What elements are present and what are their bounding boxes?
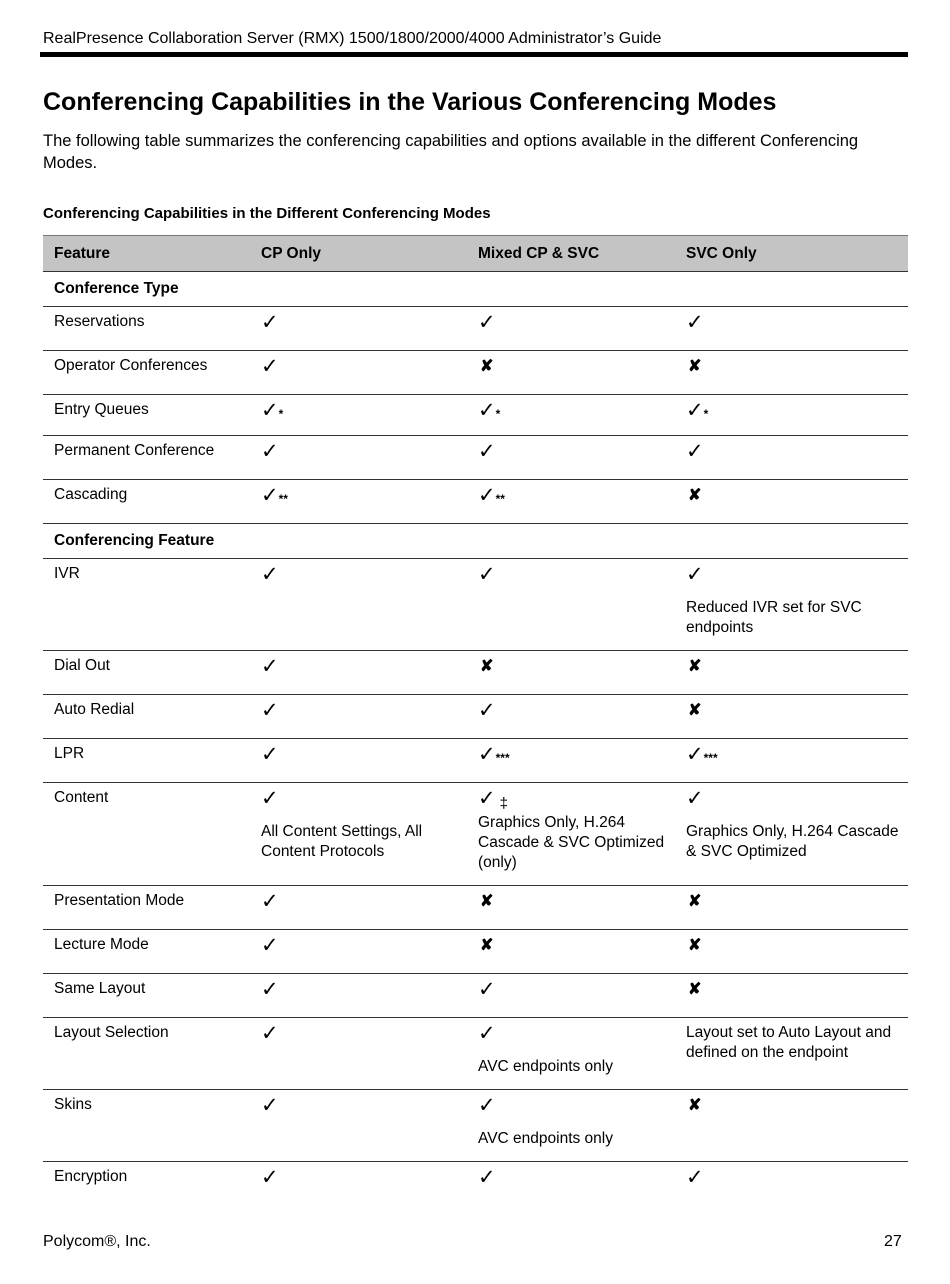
feature-name: Content xyxy=(43,783,250,886)
check-icon: ✓ xyxy=(478,1166,496,1189)
cross-icon: ✘ xyxy=(688,702,702,719)
cell-note: Reduced IVR set for SVC endpoints xyxy=(686,599,862,636)
svc-cell xyxy=(675,974,908,1018)
table-row xyxy=(43,695,908,739)
check-icon: ✓ xyxy=(261,890,279,913)
svc-cell: Layout set to Auto Layout and defined on the endpoint xyxy=(675,1018,908,1090)
cp-cell xyxy=(250,974,467,1018)
mixed-cell xyxy=(467,436,675,480)
cp-cell xyxy=(250,480,467,524)
footnote-mark: * xyxy=(703,407,709,421)
check-icon: ✓ xyxy=(478,311,496,334)
column-header: CP Only xyxy=(250,236,467,272)
mixed-cell xyxy=(467,651,675,695)
table-row xyxy=(43,307,908,351)
table-row xyxy=(43,974,908,1018)
cp-cell xyxy=(250,307,467,351)
check-icon: ✓ xyxy=(261,563,279,586)
cross-icon: ✘ xyxy=(688,893,702,910)
check-icon: ✓ xyxy=(686,440,704,463)
svc-cell xyxy=(675,739,908,783)
table-row xyxy=(43,651,908,695)
check-icon: ✓ xyxy=(261,934,279,957)
check-icon: ✓ xyxy=(478,699,496,722)
feature-name: Lecture Mode xyxy=(43,930,250,974)
table-row xyxy=(43,783,908,886)
cp-cell xyxy=(250,1162,467,1220)
check-icon: ✓ xyxy=(478,1094,496,1117)
check-icon: ✓ xyxy=(261,311,279,334)
cross-icon: ✘ xyxy=(688,658,702,675)
feature-name: Same Layout xyxy=(43,974,250,1018)
feature-name: Permanent Conference xyxy=(43,436,250,480)
svc-cell xyxy=(675,480,908,524)
mixed-cell xyxy=(467,974,675,1018)
footnote-mark: *** xyxy=(703,751,718,765)
check-icon: ✓ xyxy=(261,484,279,507)
header-rule xyxy=(40,52,908,57)
svc-cell xyxy=(675,1162,908,1220)
group-row xyxy=(43,272,908,307)
cp-cell xyxy=(250,1018,467,1090)
feature-name: Dial Out xyxy=(43,651,250,695)
footnote-mark: * xyxy=(278,407,284,421)
cell-note: All Content Settings, All Content Protocols xyxy=(261,823,423,860)
footnote-mark: ** xyxy=(278,492,288,506)
check-icon: ✓ xyxy=(261,655,279,678)
mixed-cell xyxy=(467,1090,675,1162)
check-icon: ✓ xyxy=(261,743,279,766)
feature-name: Operator Conferences xyxy=(43,351,250,395)
table-row xyxy=(43,739,908,783)
footer-company: Polycom®, Inc. xyxy=(43,1233,151,1250)
cp-cell xyxy=(250,930,467,974)
feature-name: Entry Queues xyxy=(43,395,250,436)
cp-cell xyxy=(250,651,467,695)
feature-name: Skins xyxy=(43,1090,250,1162)
cp-cell xyxy=(250,559,467,651)
check-icon: ✓ xyxy=(261,399,279,422)
mixed-cell xyxy=(467,783,675,886)
cross-icon: ✘ xyxy=(688,358,702,375)
footnote-mark: * xyxy=(495,407,501,421)
check-icon: ✓ xyxy=(261,787,279,810)
svc-cell xyxy=(675,559,908,651)
svc-cell xyxy=(675,695,908,739)
group-label: Conference Type xyxy=(43,272,908,307)
check-icon: ✓ xyxy=(261,699,279,722)
cross-icon: ✘ xyxy=(480,937,494,954)
footer-page-number: 27 xyxy=(884,1233,902,1250)
check-icon: ✓ xyxy=(686,399,704,422)
mixed-cell xyxy=(467,739,675,783)
cell-note: AVC endpoints only xyxy=(478,1058,613,1075)
feature-name: Layout Selection xyxy=(43,1018,250,1090)
table-row xyxy=(43,1018,908,1090)
check-icon: ✓ xyxy=(478,787,496,810)
table-row xyxy=(43,1162,908,1220)
check-icon: ✓ xyxy=(261,978,279,1001)
cp-cell xyxy=(250,1090,467,1162)
svc-cell xyxy=(675,351,908,395)
check-icon: ✓ xyxy=(686,743,704,766)
svc-cell xyxy=(675,930,908,974)
mixed-cell xyxy=(467,395,675,436)
check-icon: ✓ xyxy=(261,440,279,463)
mixed-cell xyxy=(467,559,675,651)
feature-name: IVR xyxy=(43,559,250,651)
cross-icon: ✘ xyxy=(480,358,494,375)
feature-name: Encryption xyxy=(54,1168,128,1185)
column-header: Mixed CP & SVC xyxy=(467,236,675,272)
check-icon: ✓ xyxy=(478,743,496,766)
feature-name: Auto Redial xyxy=(43,695,250,739)
svc-cell xyxy=(675,395,908,436)
cross-icon: ✘ xyxy=(480,658,494,675)
footnote-mark: *** xyxy=(495,751,510,765)
check-icon: ✓ xyxy=(261,1166,279,1189)
mixed-cell xyxy=(467,1162,675,1220)
cross-icon: ✘ xyxy=(688,1097,702,1114)
table-caption: Conferencing Capabilities in the Different Conferencing Modes xyxy=(43,205,491,222)
mixed-cell xyxy=(467,307,675,351)
check-icon: ✓ xyxy=(686,1166,704,1189)
cp-cell xyxy=(250,739,467,783)
svc-cell xyxy=(675,886,908,930)
running-header: RealPresence Collaboration Server (RMX) 1500/1800/2000/4000 Administrator’s Guide xyxy=(43,30,662,47)
check-icon: ✓ xyxy=(478,440,496,463)
mixed-cell xyxy=(467,886,675,930)
feature-name: Cascading xyxy=(43,480,250,524)
feature-name: Presentation Mode xyxy=(43,886,250,930)
svc-cell xyxy=(675,307,908,351)
group-row xyxy=(43,524,908,559)
column-header: Feature xyxy=(43,236,250,272)
table-header-row xyxy=(43,236,908,272)
footnote-mark: ** xyxy=(495,492,505,506)
group-label: Conferencing Feature xyxy=(43,524,908,559)
check-icon: ✓ xyxy=(478,399,496,422)
table-row xyxy=(43,930,908,974)
cp-cell xyxy=(250,351,467,395)
check-icon: ✓ xyxy=(261,1094,279,1117)
cell-note: Graphics Only, H.264 Cascade & SVC Optimized xyxy=(686,823,899,860)
section-title: Conferencing Capabilities in the Various Conferencing Modes xyxy=(43,88,777,116)
table-row xyxy=(43,351,908,395)
table-row xyxy=(43,395,908,436)
check-icon: ✓ xyxy=(478,484,496,507)
svc-cell xyxy=(675,436,908,480)
table-row xyxy=(43,480,908,524)
footnote-mark: ‡ xyxy=(499,795,508,812)
mixed-cell xyxy=(467,351,675,395)
table-row xyxy=(43,1090,908,1162)
svc-cell xyxy=(675,783,908,886)
mixed-cell xyxy=(467,1018,675,1090)
check-icon: ✓ xyxy=(478,563,496,586)
cp-cell xyxy=(250,886,467,930)
feature-name: LPR xyxy=(43,739,250,783)
capabilities-table xyxy=(43,235,908,1219)
table-row xyxy=(43,886,908,930)
mixed-cell xyxy=(467,930,675,974)
svc-cell xyxy=(675,1090,908,1162)
intro-paragraph: The following table summarizes the conferencing capabilities and options available in the different Conferencing Modes. xyxy=(43,132,859,172)
check-icon: ✓ xyxy=(686,787,704,810)
cross-icon: ✘ xyxy=(688,981,702,998)
mixed-cell xyxy=(467,695,675,739)
svc-cell xyxy=(675,651,908,695)
cross-icon: ✘ xyxy=(480,893,494,910)
table-row xyxy=(43,559,908,651)
table-row xyxy=(43,436,908,480)
cp-cell xyxy=(250,783,467,886)
check-icon: ✓ xyxy=(261,355,279,378)
cross-icon: ✘ xyxy=(688,937,702,954)
cell-note: Graphics Only, H.264 Cascade & SVC Optimized (only) xyxy=(478,814,665,871)
column-header: SVC Only xyxy=(675,236,908,272)
cp-cell xyxy=(250,695,467,739)
cp-cell xyxy=(250,436,467,480)
mixed-cell xyxy=(467,480,675,524)
cell-note: AVC endpoints only xyxy=(478,1130,613,1147)
check-icon: ✓ xyxy=(686,563,704,586)
feature-name: Reservations xyxy=(43,307,250,351)
cp-cell xyxy=(250,395,467,436)
check-icon: ✓ xyxy=(261,1022,279,1045)
check-icon: ✓ xyxy=(478,1022,496,1045)
check-icon: ✓ xyxy=(478,978,496,1001)
cross-icon: ✘ xyxy=(688,487,702,504)
check-icon: ✓ xyxy=(686,311,704,334)
